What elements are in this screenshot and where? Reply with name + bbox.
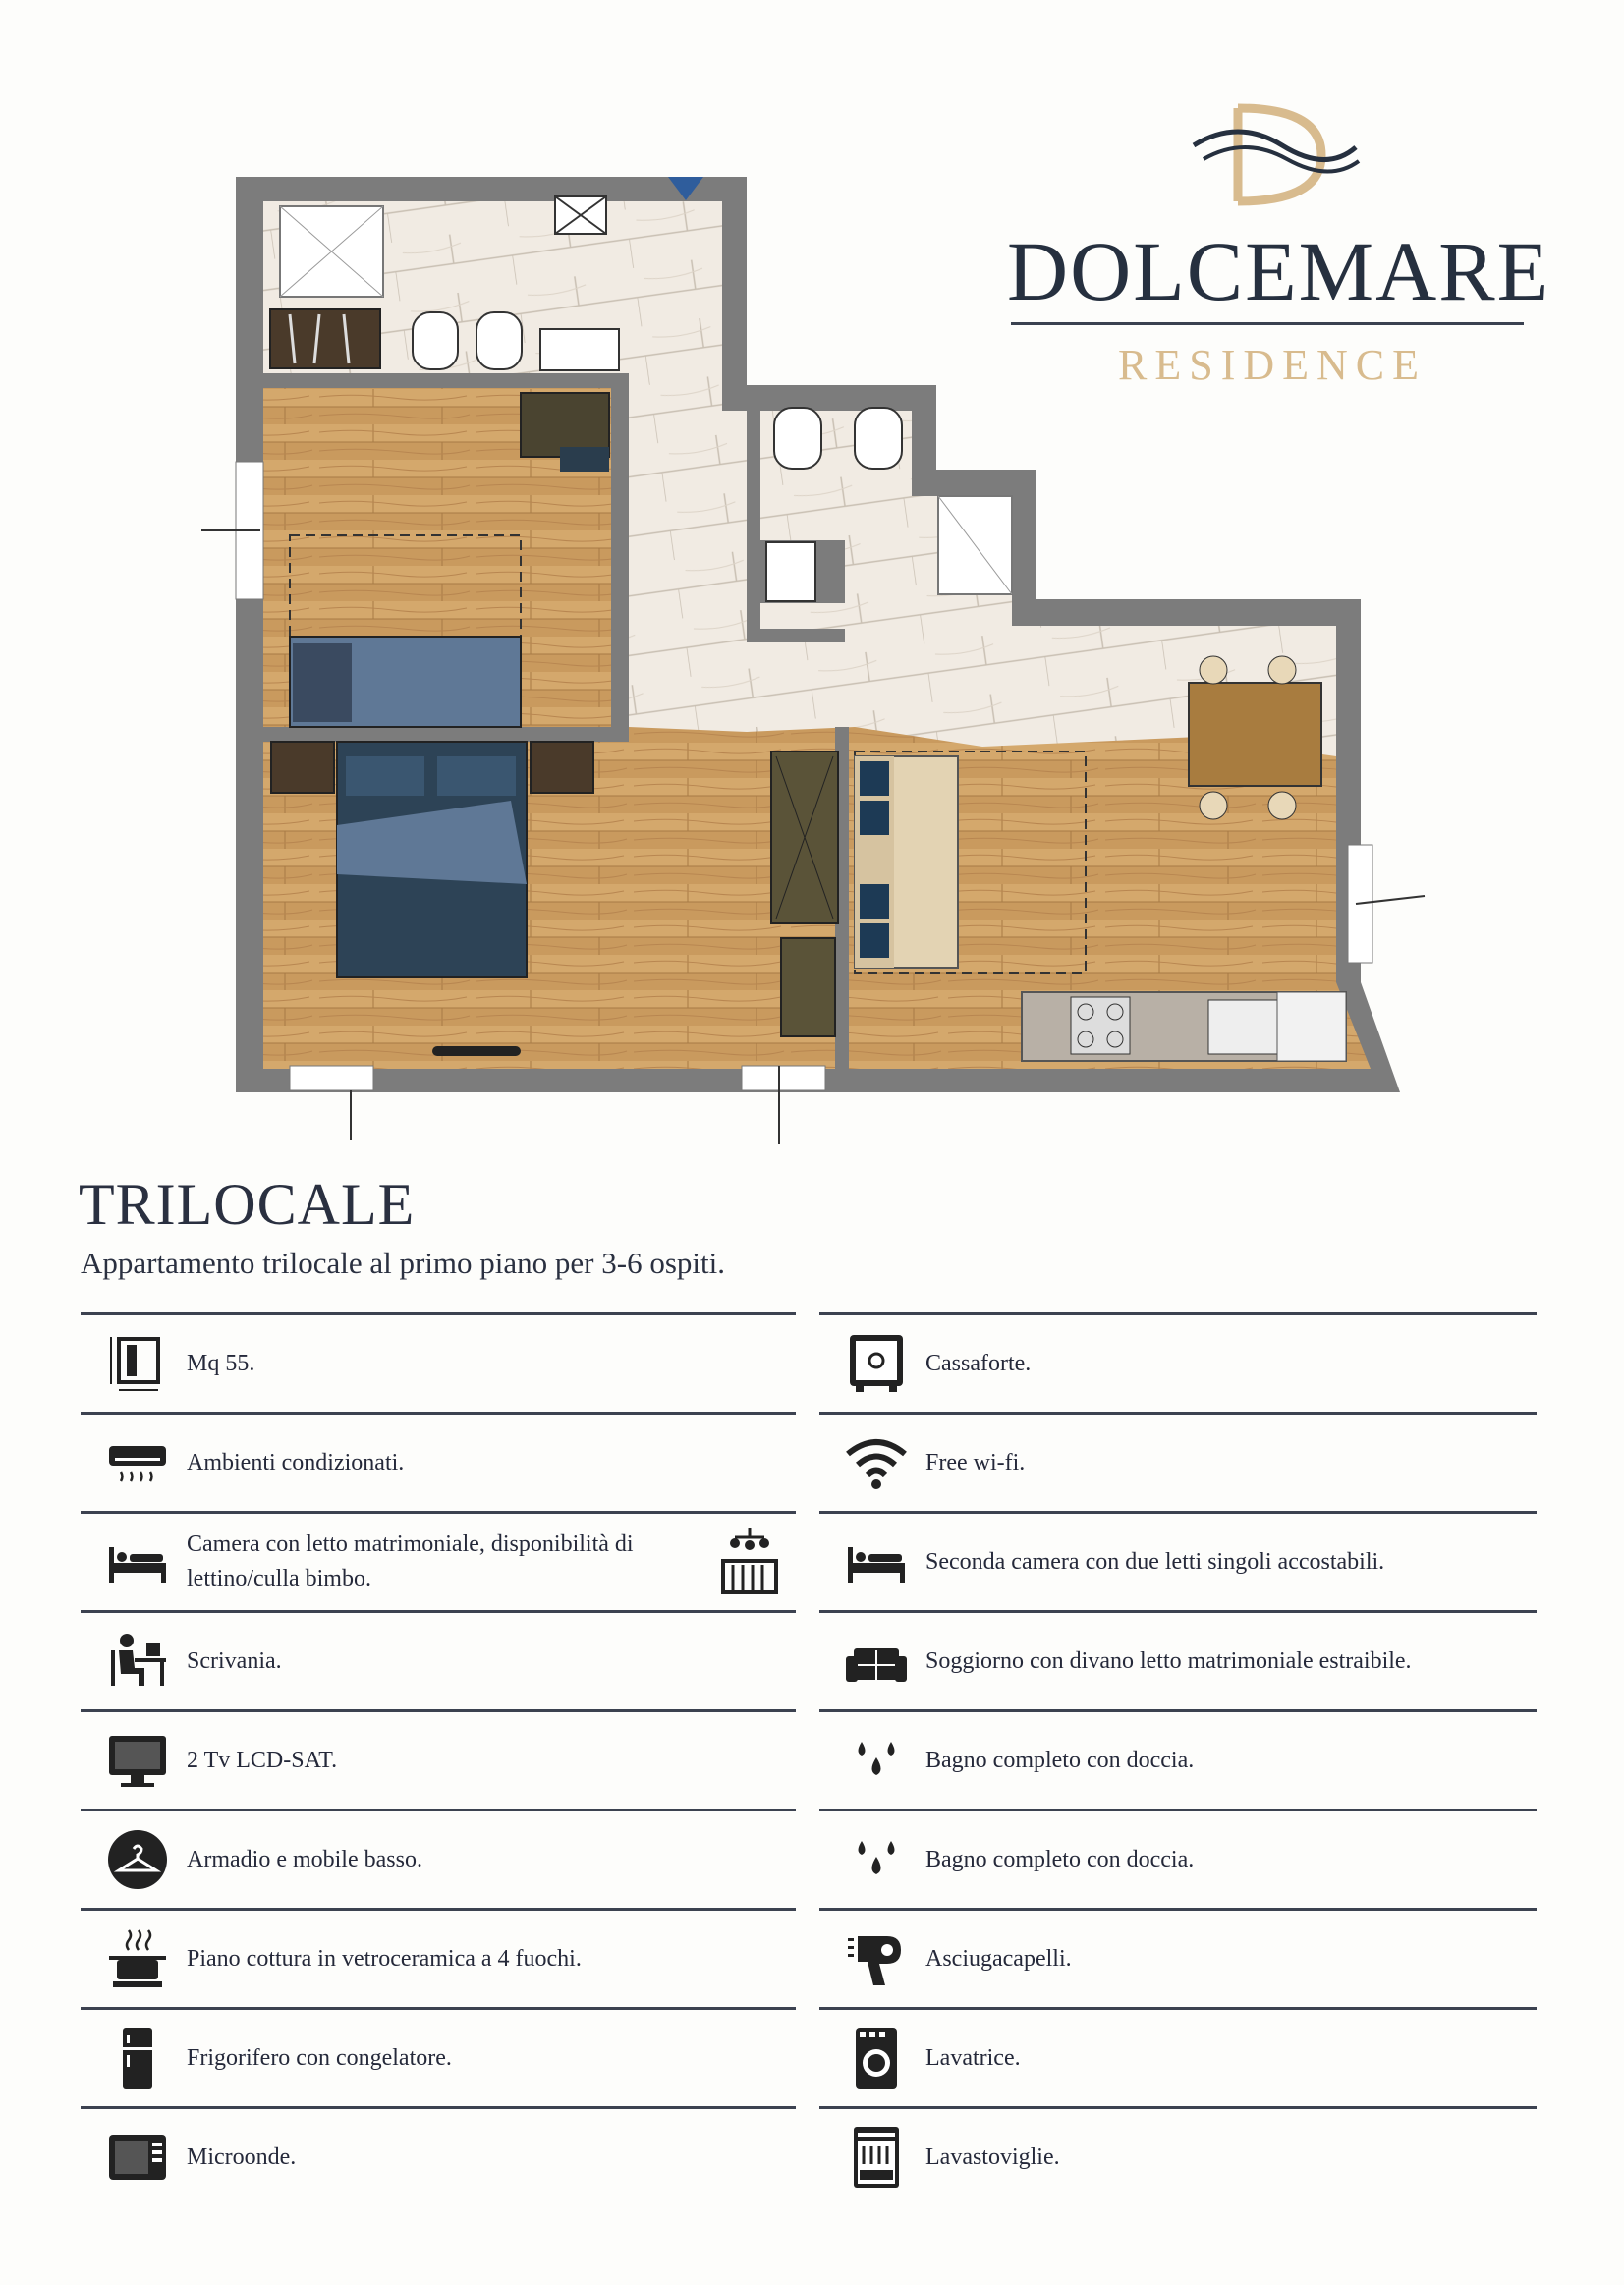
feature-label: Armadio e mobile basso.: [187, 1846, 422, 1872]
feature-row: [81, 1412, 796, 1511]
crib-icon: [715, 1526, 784, 1598]
feature-row: [81, 1908, 796, 2007]
apartment-title: TRILOCALE: [79, 1172, 416, 1237]
feature-row: [81, 1511, 796, 1610]
feature-label: Soggiorno con divano letto matrimoniale estraibile.: [925, 1647, 1412, 1674]
feature-row: [819, 1908, 1537, 2007]
feature-label: Scrivania.: [187, 1647, 282, 1674]
feature-row: [819, 1511, 1537, 1610]
tv-icon: [102, 1725, 173, 1796]
feature-label: Bagno completo con doccia.: [925, 1846, 1195, 1872]
feature-row: [819, 1610, 1537, 1709]
floor-area-icon: [102, 1328, 173, 1399]
feature-label: Bagno completo con doccia.: [925, 1747, 1195, 1773]
feature-row: [81, 1312, 796, 1412]
feature-row: [819, 1312, 1537, 1412]
water-drops-icon: [841, 1824, 912, 1895]
brand-subtitle: RESIDENCE: [1118, 341, 1427, 389]
wifi-icon: [841, 1427, 912, 1498]
desk-icon: [102, 1626, 173, 1697]
feature-label: Camera con letto matrimoniale, disponibilità di lettino/culla bimbo.: [187, 1532, 634, 1591]
fridge-icon: [102, 2023, 173, 2093]
safe-icon: [841, 1328, 912, 1399]
feature-label: Ambienti condizionati.: [187, 1449, 405, 1476]
feature-row: [81, 1709, 796, 1809]
feature-row: [819, 2106, 1537, 2205]
feature-label: Mq 55.: [187, 1350, 255, 1376]
apartment-subtitle: Appartamento trilocale al primo piano per 3-6 ospiti.: [81, 1246, 725, 1280]
single-bed-icon: [841, 1527, 912, 1597]
microwave-icon: [102, 2122, 173, 2193]
feature-label: 2 Tv LCD-SAT.: [187, 1747, 338, 1773]
hair-dryer-icon: [841, 1923, 912, 1994]
feature-label: Frigorifero con congelatore.: [187, 2044, 452, 2071]
brand-name: DOLCEMARE: [1007, 224, 1551, 318]
feature-label: Cassaforte.: [925, 1350, 1032, 1376]
air-conditioner-icon: [102, 1427, 173, 1498]
feature-label: Piano cottura in vetroceramica a 4 fuochi.: [187, 1945, 582, 1972]
cooktop-icon: [102, 1923, 173, 1994]
feature-label: Microonde.: [187, 2144, 297, 2170]
features-left-column: [81, 1312, 796, 2205]
washing-machine-icon: [841, 2023, 912, 2093]
feature-row: [819, 2007, 1537, 2106]
feature-label: Free wi-fi.: [925, 1449, 1026, 1476]
feature-row: [819, 1412, 1537, 1511]
feature-label: Seconda camera con due letti singoli accostabili.: [925, 1548, 1385, 1575]
features-right-column: [819, 1312, 1537, 2205]
feature-row: [819, 1809, 1537, 1908]
feature-label: Asciugacapelli.: [925, 1945, 1072, 1972]
feature-row: [819, 1709, 1537, 1809]
feature-row: [81, 1610, 796, 1709]
hanger-icon: [102, 1824, 173, 1895]
water-drops-icon: [841, 1725, 912, 1796]
feature-row: [81, 1809, 796, 1908]
bed-icon: [102, 1527, 173, 1597]
feature-label: Lavastoviglie.: [925, 2144, 1060, 2170]
feature-row: [81, 2007, 796, 2106]
sofa-icon: [841, 1626, 912, 1697]
feature-row: [81, 2106, 796, 2205]
dishwasher-icon: [841, 2122, 912, 2193]
feature-label: Lavatrice.: [925, 2044, 1021, 2071]
